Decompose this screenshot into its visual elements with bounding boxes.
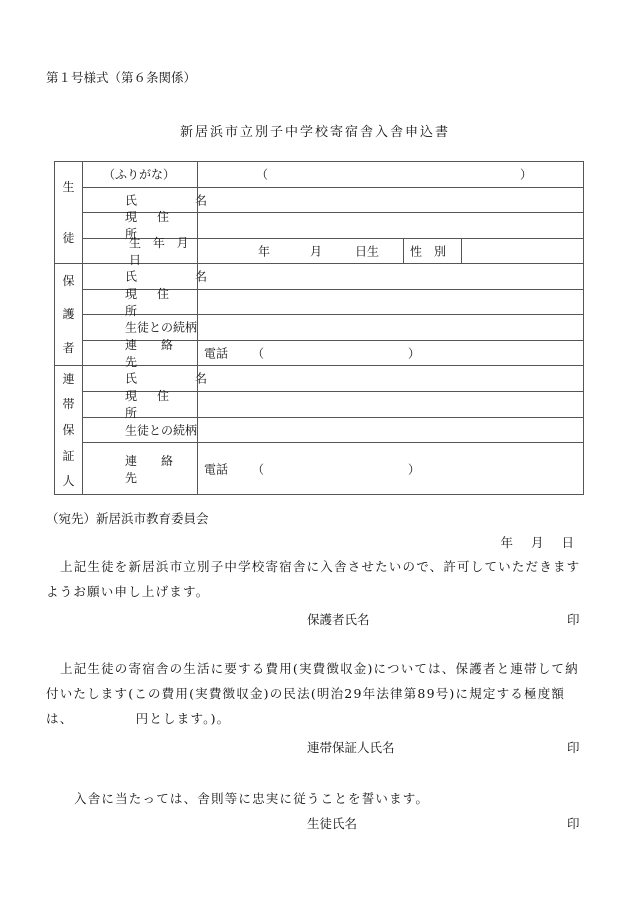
guardian-relation-field[interactable] — [198, 315, 584, 341]
guardian-contact-row — [55, 340, 584, 366]
contact-label-cell: 連 絡 先 — [83, 340, 198, 366]
student-signature-label: 生徒氏名 — [307, 816, 358, 831]
guardian-phone-field[interactable]: 電話 （ ） — [198, 340, 584, 366]
guarantor-name-field[interactable] — [198, 366, 584, 392]
group-char: 連 — [62, 371, 75, 386]
guardian-address-field[interactable] — [198, 289, 584, 315]
address-label-cell: 現 住 所 — [83, 391, 198, 417]
guarantor-group-cell — [55, 366, 83, 495]
guarantor-relation-row — [55, 417, 584, 443]
name-label-cell: 氏 名 — [83, 264, 198, 290]
student-address-field[interactable] — [198, 213, 584, 239]
document-title: 新居浜市立別子中学校寄宿舎入舎申込書 — [179, 125, 450, 140]
guarantor-paragraph: 上記生徒の寄宿舎の生活に要する費用(実費徴収金)については、保護者と連帯して納付いたします(この費用(実費徴収金)の民法(明治29年法律第89号)に規定する極度額は、 円とします。)。 — [46, 661, 579, 726]
relation-label-cell: 生徒との続柄 — [83, 315, 198, 341]
group-char: 帯 — [62, 397, 75, 412]
address-label-cell: 現 住 所 — [83, 289, 198, 315]
guardian-address-row — [55, 289, 584, 315]
application-date[interactable]: 年 月 日 — [500, 535, 574, 550]
address-label-cell: 現 住 所 — [83, 213, 198, 239]
name-label-cell: 氏 名 — [83, 366, 198, 392]
guarantor-relation-field[interactable] — [198, 417, 584, 443]
guarantor-address-row — [55, 391, 584, 417]
group-char: 人 — [62, 474, 75, 489]
guardian-group-cell — [55, 264, 83, 366]
group-char: 生 — [62, 180, 75, 195]
guardian-seal[interactable]: 印 — [567, 612, 580, 627]
guarantor-signature-label: 連帯保証人氏名 — [307, 740, 395, 755]
furigana-row — [55, 162, 584, 188]
student-seal[interactable]: 印 — [567, 816, 580, 831]
application-table — [54, 161, 584, 495]
guardian-signature-label: 保護者氏名 — [307, 612, 370, 627]
group-char: 徒 — [62, 230, 75, 245]
guarantor-contact-row — [55, 443, 584, 495]
birthdate-field[interactable]: 年 月 日生 — [198, 238, 404, 264]
student-name-field[interactable] — [198, 187, 584, 213]
pledge-paragraph: 入舎に当たっては、舎則等に忠実に従うことを誓います。 — [74, 791, 430, 806]
admission-request-paragraph: 上記生徒を新居浜市立別子中学校寄宿舎に入舎させたいので、許可していただきますようお願い申し上げます。 — [46, 559, 581, 599]
guardian-name-field[interactable] — [198, 264, 584, 290]
addressee: （宛先）新居浜市教育委員会 — [46, 511, 209, 526]
guarantor-seal[interactable]: 印 — [567, 740, 580, 755]
guarantor-address-field[interactable] — [198, 391, 584, 417]
gender-field[interactable] — [462, 238, 584, 264]
guarantor-phone-field[interactable]: 電話 （ ） — [198, 443, 584, 495]
student-group-cell — [55, 162, 83, 264]
relation-label-cell: 生徒との続柄 — [83, 417, 198, 443]
group-char: 保 — [62, 273, 75, 288]
birth-label-cell: 生 年 月 日 — [83, 238, 198, 264]
student-birth-row — [55, 238, 584, 264]
furigana-label-cell: （ふりがな） — [83, 162, 198, 188]
gender-label-cell: 性 別 — [404, 238, 462, 264]
group-char: 保 — [62, 422, 75, 437]
group-char: 証 — [62, 448, 75, 463]
furigana-field[interactable]: （ ） — [198, 162, 584, 188]
contact-label-cell: 連 絡 先 — [83, 443, 198, 495]
group-char: 護 — [62, 307, 75, 322]
form-number: 第１号様式（第６条関係） — [46, 70, 197, 85]
name-label-cell: 氏 名 — [83, 187, 198, 213]
group-char: 者 — [62, 341, 75, 356]
